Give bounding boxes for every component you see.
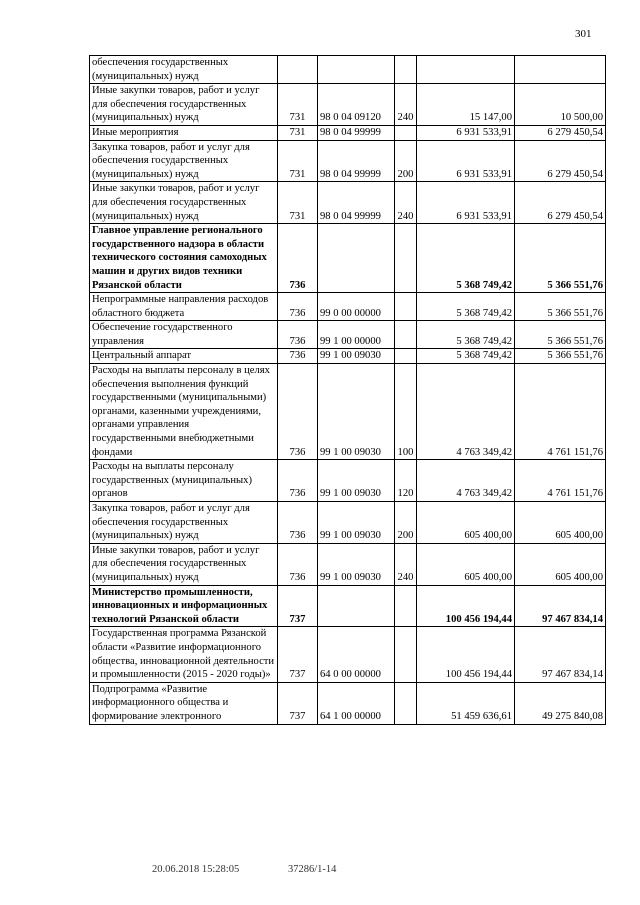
row-amount-2020-cell: 5 366 551,76 — [515, 349, 606, 364]
row-amount-2020-cell: 5 366 551,76 — [515, 321, 606, 349]
row-target-article-cell — [318, 585, 395, 627]
page-number: 301 — [575, 28, 592, 40]
row-department-code-cell: 736 — [278, 460, 318, 502]
table-row — [90, 84, 606, 126]
table-row — [90, 56, 606, 84]
row-target-article-cell: 98 0 04 99999 — [318, 182, 395, 224]
table-row — [90, 585, 606, 627]
row-name-cell: Иные закупки товаров, работ и услуг для обеспечения государственных (муниципальных) нужд — [90, 543, 278, 585]
row-amount-2019-cell: 4 763 349,42 — [417, 364, 515, 460]
row-expense-type-cell: 100 — [395, 364, 417, 460]
row-amount-2020-cell: 605 400,00 — [515, 543, 606, 585]
row-target-article-cell: 99 0 00 00000 — [318, 293, 395, 321]
row-name-cell: Иные закупки товаров, работ и услуг для обеспечения государственных (муниципальных) нужд — [90, 182, 278, 224]
table-row — [90, 224, 606, 293]
table-row — [90, 364, 606, 460]
row-amount-2020-cell: 6 279 450,54 — [515, 140, 606, 182]
row-target-article-cell: 99 1 00 00000 — [318, 321, 395, 349]
row-department-code-cell: 736 — [278, 349, 318, 364]
table-row — [90, 321, 606, 349]
row-amount-2019-cell: 15 147,00 — [417, 84, 515, 126]
row-name-cell: Закупка товаров, работ и услуг для обеспечения государственных (муниципальных) нужд — [90, 502, 278, 544]
row-name-cell: Расходы на выплаты персоналу государственных (муниципальных) органов — [90, 460, 278, 502]
row-expense-type-cell: 200 — [395, 140, 417, 182]
row-target-article-cell: 64 0 00 00000 — [318, 627, 395, 682]
row-department-code-cell: 737 — [278, 682, 318, 724]
row-name-cell: Иные мероприятия — [90, 125, 278, 140]
row-amount-2020-cell: 6 279 450,54 — [515, 182, 606, 224]
row-target-article-cell: 99 1 00 09030 — [318, 502, 395, 544]
row-target-article-cell: 99 1 00 09030 — [318, 364, 395, 460]
row-target-article-cell: 98 0 04 09120 — [318, 84, 395, 126]
table-row — [90, 627, 606, 682]
row-amount-2019-cell: 605 400,00 — [417, 543, 515, 585]
row-name-cell: обеспечения государственных (муниципальных) нужд — [90, 56, 278, 84]
row-name-cell: Обеспечение государственного управления — [90, 321, 278, 349]
row-department-code-cell: 731 — [278, 84, 318, 126]
row-expense-type-cell — [395, 125, 417, 140]
row-amount-2019-cell: 6 931 533,91 — [417, 125, 515, 140]
row-expense-type-cell: 240 — [395, 84, 417, 126]
row-name-cell: Центральный аппарат — [90, 349, 278, 364]
row-name-cell: Главное управление регионального государственного надзора в области технического состояния самоходных машин и других видов техники Рязанской области — [90, 224, 278, 293]
budget-table — [89, 55, 606, 725]
row-name-cell: Непрограммные направления расходов областного бюджета — [90, 293, 278, 321]
row-amount-2020-cell: 5 366 551,76 — [515, 293, 606, 321]
row-amount-2019-cell: 6 931 533,91 — [417, 140, 515, 182]
table-row — [90, 293, 606, 321]
row-target-article-cell — [318, 224, 395, 293]
row-department-code-cell: 731 — [278, 125, 318, 140]
row-amount-2020-cell — [515, 56, 606, 84]
row-department-code-cell: 737 — [278, 627, 318, 682]
row-expense-type-cell — [395, 321, 417, 349]
row-amount-2019-cell: 4 763 349,42 — [417, 460, 515, 502]
row-target-article-cell — [318, 56, 395, 84]
row-amount-2020-cell: 605 400,00 — [515, 502, 606, 544]
row-amount-2020-cell: 49 275 840,08 — [515, 682, 606, 724]
row-target-article-cell: 98 0 04 99999 — [318, 125, 395, 140]
row-department-code-cell: 736 — [278, 543, 318, 585]
row-name-cell: Подпрограмма «Развитие информационного общества и формирование электронного — [90, 682, 278, 724]
row-amount-2019-cell: 605 400,00 — [417, 502, 515, 544]
row-amount-2019-cell — [417, 56, 515, 84]
row-name-cell: Государственная программа Рязанской области «Развитие информационного общества, инновационной деятельности и промышленности (2015 - 2020 годы)» — [90, 627, 278, 682]
row-expense-type-cell — [395, 349, 417, 364]
row-expense-type-cell — [395, 682, 417, 724]
footer-document-code: 37286/1-14 — [288, 864, 337, 875]
table-row — [90, 460, 606, 502]
row-expense-type-cell: 240 — [395, 543, 417, 585]
row-amount-2019-cell: 5 368 749,42 — [417, 321, 515, 349]
row-amount-2020-cell: 4 761 151,76 — [515, 364, 606, 460]
row-amount-2019-cell: 100 456 194,44 — [417, 585, 515, 627]
table-row — [90, 125, 606, 140]
table-row — [90, 140, 606, 182]
row-expense-type-cell — [395, 56, 417, 84]
row-amount-2020-cell: 10 500,00 — [515, 84, 606, 126]
row-amount-2019-cell: 5 368 749,42 — [417, 349, 515, 364]
row-expense-type-cell: 240 — [395, 182, 417, 224]
row-expense-type-cell: 120 — [395, 460, 417, 502]
row-amount-2020-cell: 6 279 450,54 — [515, 125, 606, 140]
row-amount-2020-cell: 97 467 834,14 — [515, 627, 606, 682]
row-amount-2019-cell: 6 931 533,91 — [417, 182, 515, 224]
row-department-code-cell: 736 — [278, 364, 318, 460]
row-name-cell: Расходы на выплаты персоналу в целях обеспечения выполнения функций государственными (муниципальными) органами, казенными учреждениями, органами управления государственными внебюджетными фондами — [90, 364, 278, 460]
row-department-code-cell: 731 — [278, 140, 318, 182]
row-amount-2020-cell: 5 366 551,76 — [515, 224, 606, 293]
row-department-code-cell — [278, 56, 318, 84]
row-amount-2020-cell: 97 467 834,14 — [515, 585, 606, 627]
row-target-article-cell: 99 1 00 09030 — [318, 543, 395, 585]
row-expense-type-cell — [395, 224, 417, 293]
budget-table-body — [90, 56, 606, 725]
table-row — [90, 349, 606, 364]
row-expense-type-cell — [395, 585, 417, 627]
row-expense-type-cell — [395, 627, 417, 682]
row-expense-type-cell: 200 — [395, 502, 417, 544]
row-name-cell: Министерство промышленности, инновационных и информационных технологий Рязанской области — [90, 585, 278, 627]
row-department-code-cell: 736 — [278, 321, 318, 349]
footer-datetime: 20.06.2018 15:28:05 — [152, 864, 240, 875]
row-department-code-cell: 736 — [278, 502, 318, 544]
table-row — [90, 502, 606, 544]
row-name-cell: Иные закупки товаров, работ и услуг для обеспечения государственных (муниципальных) нужд — [90, 84, 278, 126]
row-amount-2019-cell: 5 368 749,42 — [417, 293, 515, 321]
row-department-code-cell: 737 — [278, 585, 318, 627]
row-department-code-cell: 736 — [278, 224, 318, 293]
row-amount-2019-cell: 100 456 194,44 — [417, 627, 515, 682]
row-department-code-cell: 731 — [278, 182, 318, 224]
row-department-code-cell: 736 — [278, 293, 318, 321]
row-target-article-cell: 99 1 00 09030 — [318, 460, 395, 502]
table-row — [90, 182, 606, 224]
row-name-cell: Закупка товаров, работ и услуг для обеспечения государственных (муниципальных) нужд — [90, 140, 278, 182]
row-target-article-cell: 99 1 00 09030 — [318, 349, 395, 364]
row-target-article-cell: 98 0 04 99999 — [318, 140, 395, 182]
row-amount-2020-cell: 4 761 151,76 — [515, 460, 606, 502]
row-amount-2019-cell: 51 459 636,61 — [417, 682, 515, 724]
row-amount-2019-cell: 5 368 749,42 — [417, 224, 515, 293]
table-row — [90, 682, 606, 724]
row-expense-type-cell — [395, 293, 417, 321]
row-target-article-cell: 64 1 00 00000 — [318, 682, 395, 724]
table-row — [90, 543, 606, 585]
